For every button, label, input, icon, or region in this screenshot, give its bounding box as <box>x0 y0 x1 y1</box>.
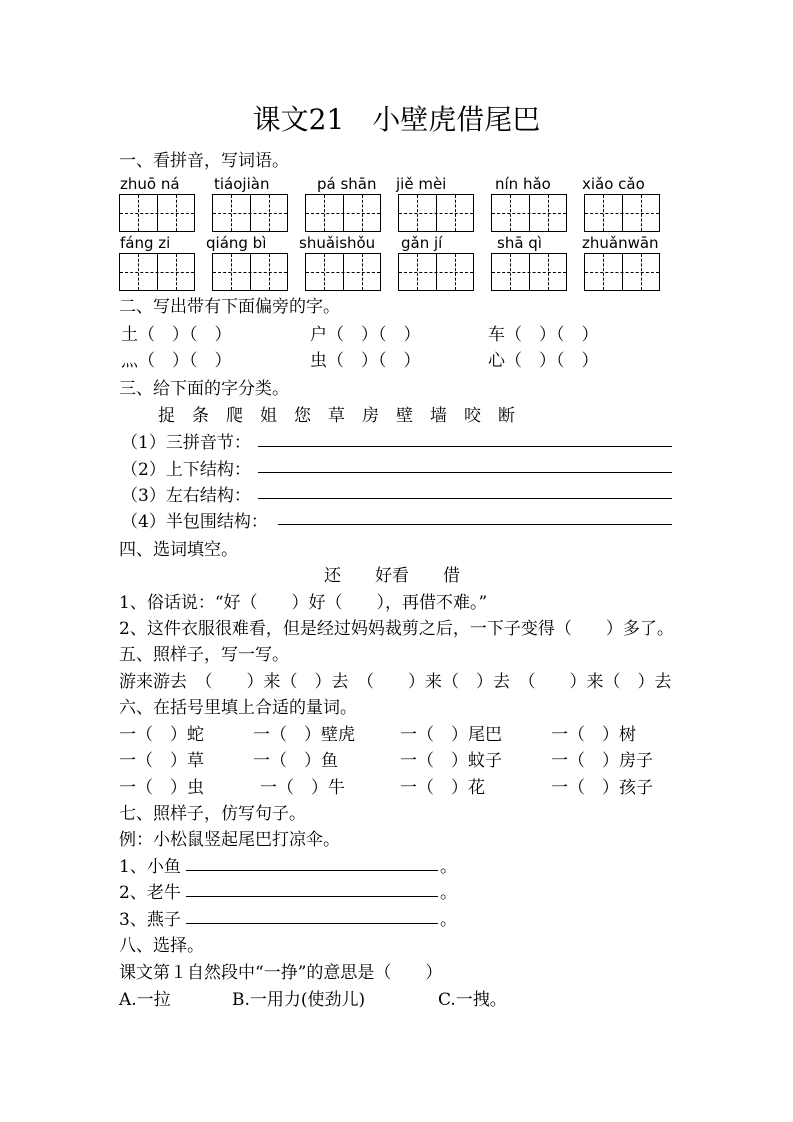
measure-item: 一（ ）尾巴 <box>400 725 502 745</box>
pinyin-label: jiě mèi <box>396 175 447 193</box>
sentence-prompt: 2、老牛 <box>119 883 181 903</box>
writing-box[interactable] <box>491 253 567 291</box>
category-label: （1）三拼音节： <box>121 433 251 453</box>
writing-box[interactable] <box>119 194 195 232</box>
section-2-heading: 二、写出带有下面偏旁的字。 <box>119 297 340 317</box>
measure-item: 一（ ）牛 <box>260 778 345 798</box>
writing-box[interactable] <box>305 253 381 291</box>
measure-item: 一（ ）房子 <box>551 751 653 771</box>
question-2: 2、这件衣服很难看，但是经过妈妈裁剪之后，一下子变得（ ）多了。 <box>119 619 674 639</box>
radical-item: 灬（ ）（ ） <box>121 351 232 371</box>
answer-line[interactable] <box>258 472 672 473</box>
pinyin-label: shā qì <box>497 234 542 252</box>
sentence-end: 。 <box>440 857 457 877</box>
pinyin-row-1 <box>0 175 793 235</box>
writing-box[interactable] <box>398 194 474 232</box>
pattern-line: 游来游去 （ ）来（ ）去 （ ）来（ ）去 （ ）来（ ）去 <box>119 672 672 692</box>
option-b[interactable]: B.一用力(使劲儿) <box>232 990 366 1010</box>
pinyin-label: shuǎishǒu <box>299 234 376 252</box>
measure-item: 一（ ）蚊子 <box>400 751 502 771</box>
question-1: 1、俗话说：“好（ ）好（ ），再借不难。” <box>119 593 488 613</box>
writing-box[interactable] <box>119 253 195 291</box>
pinyin-label: tiáojiàn <box>214 175 270 193</box>
answer-line[interactable] <box>258 446 672 447</box>
choice-question: 课文第１自然段中“一挣”的意思是（ ） <box>119 963 443 983</box>
example-sentence: 例：小松鼠竖起尾巴打凉伞。 <box>119 830 340 850</box>
sentence-prompt: 1、小鱼 <box>119 857 181 877</box>
measure-item: 一（ ）壁虎 <box>253 725 355 745</box>
answer-line[interactable] <box>186 870 438 871</box>
page-title: 课文21 小壁虎借尾巴 <box>252 103 541 136</box>
pinyin-label: zhuǎnwān <box>582 234 659 252</box>
writing-box[interactable] <box>398 253 474 291</box>
section-8-heading: 八、选择。 <box>119 936 204 956</box>
category-label: （2）上下结构： <box>121 460 251 480</box>
writing-box[interactable] <box>584 194 660 232</box>
answer-line[interactable] <box>186 896 438 897</box>
pinyin-label: fáng zi <box>120 234 171 252</box>
measure-item: 一（ ）鱼 <box>253 751 338 771</box>
word-choices: 还 好看 借 <box>324 566 460 586</box>
category-label: （3）左右结构： <box>121 486 251 506</box>
writing-box[interactable] <box>212 253 288 291</box>
pinyin-label: nín hǎo <box>495 175 551 193</box>
answer-line[interactable] <box>186 923 438 924</box>
sentence-prompt: 3、燕子 <box>119 910 181 930</box>
writing-box[interactable] <box>212 194 288 232</box>
pinyin-row-2 <box>0 234 793 294</box>
option-c[interactable]: C.一拽。 <box>438 990 507 1010</box>
radical-item: 车（ ）（ ） <box>488 325 599 345</box>
pinyin-label: gǎn jí <box>401 234 443 252</box>
section-5-heading: 五、照样子，写一写。 <box>119 645 289 665</box>
section-4-heading: 四、选词填空。 <box>119 540 238 560</box>
answer-line[interactable] <box>278 524 672 525</box>
radical-item: 虫（ ）（ ） <box>310 351 421 371</box>
pinyin-label: qiáng bì <box>206 234 267 252</box>
radical-item: 土（ ）（ ） <box>121 325 232 345</box>
character-list: 捉 条 爬 姐 您 草 房 壁 墙 咬 断 <box>158 406 515 426</box>
pinyin-label: xiǎo cǎo <box>582 175 645 193</box>
measure-item: 一（ ）孩子 <box>551 778 653 798</box>
measure-item: 一（ ）虫 <box>119 778 204 798</box>
section-6-heading: 六、在括号里填上合适的量词。 <box>119 698 357 718</box>
section-3-heading: 三、给下面的字分类。 <box>119 379 289 399</box>
measure-item: 一（ ）草 <box>119 751 204 771</box>
writing-box[interactable] <box>305 194 381 232</box>
writing-box[interactable] <box>584 253 660 291</box>
section-1-heading: 一、看拼音，写词语。 <box>119 151 289 171</box>
category-label: （4）半包围结构： <box>121 512 268 532</box>
section-7-heading: 七、照样子，仿写句子。 <box>119 804 306 824</box>
answer-line[interactable] <box>258 498 672 499</box>
measure-item: 一（ ）蛇 <box>119 725 204 745</box>
option-a[interactable]: A.一拉 <box>119 990 171 1010</box>
radical-item: 户（ ）（ ） <box>310 325 421 345</box>
pinyin-label: pá shān <box>317 175 377 193</box>
writing-box[interactable] <box>491 194 567 232</box>
sentence-end: 。 <box>440 883 457 903</box>
pinyin-label: zhuō ná <box>120 175 180 193</box>
sentence-end: 。 <box>440 910 457 930</box>
radical-item: 心（ ）（ ） <box>488 351 599 371</box>
measure-item: 一（ ）花 <box>400 778 485 798</box>
measure-item: 一（ ）树 <box>551 725 636 745</box>
